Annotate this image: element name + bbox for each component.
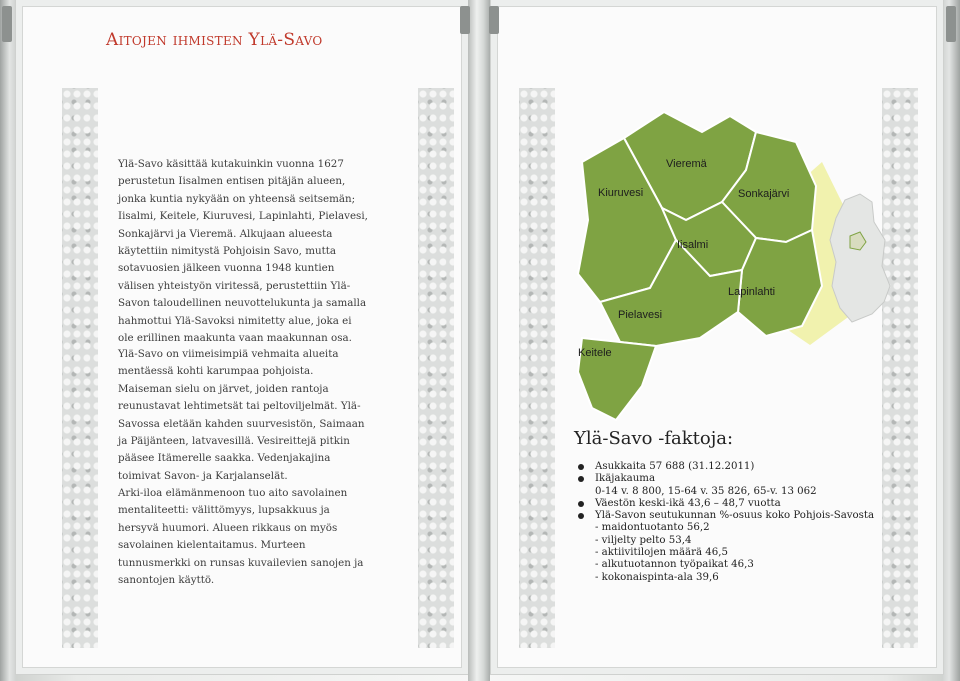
- map-label-sonkajarvi: Sonkajärvi: [738, 188, 790, 200]
- fact-sub-item: - maidontuotanto 56,2: [595, 522, 710, 534]
- mentality-paragraph: Arki-iloa elämänmenoon tuo aito savolainen mentaliteetti: välittömyys, lupsakkuus ja hersyvä huumori. Alueen rikkaus on myös savolainen kielentaitamus. Murteen tunnusmerkki on runsas kuvailevien sanojen ja sanontojen käyttö.: [118, 487, 364, 587]
- landscape-paragraph: Ylä-Savo on viimeisimpiä vehmaita alueita mentäessä kohti karumpaa pohjoista. Maiseman sielu on järvet, joiden rantoja reunustavat lehtimetsät tai peltoviljelmät. Ylä-Savossa eletään kahden suurvesistön, Saimaan ja Päijänteen, latvavesillä. Vesireittejä pitkin pääsee Itämerelle saakka. Vedenjakajina toimivat Savon- ja Karjalanselät.: [118, 348, 365, 482]
- fact-sub-item: - aktiivitilojen määrä 46,5: [595, 547, 728, 559]
- window-frame-left: [0, 0, 16, 681]
- fact-bullet-item: Väestön keski-ikä 43,6 – 48,7 vuotta: [576, 498, 876, 510]
- fact-bullet-item: Asukkaita 57 688 (31.12.2011): [576, 461, 876, 473]
- facts-list: [576, 461, 876, 584]
- hinge-icon: [489, 6, 499, 34]
- hinge-icon: [946, 6, 956, 42]
- window-mullion: [468, 0, 490, 681]
- map-label-lapinlahti: Lapinlahti: [728, 286, 776, 298]
- intro-paragraph: Ylä-Savo käsittää kutakuinkin vuonna 1627 perustetun Iisalmen entisen pitäjän alueen, jonka kuntia nykyään on yhteensä seitsemän; Iisalmi, Keitele, Kiuruvesi, Lapinlahti, Pielavesi, Sonkajärvi ja Vieremä. Alkujaan alueesta käytettiin nimitystä Pohjoisin Savo, mutta sotavuosien jälkeen vuonna 1948 kuntien välisen yhteistyön viritessä, perustettiin Ylä-Savon taloudellinen neuvottelukunta ja samalla hahmottui Ylä-Savoksi nimitetty alue, joka ei ole erillinen maakunta vaan maakunnan osa.: [118, 158, 368, 345]
- lace-curtain-right-inner: [519, 88, 555, 648]
- facts-title: Ylä-Savo -faktoja:: [574, 428, 734, 449]
- fact-bullet-item: Ikäjakauma: [576, 473, 876, 485]
- fact-bullet-item: Ylä-Savon seutukunnan %-osuus koko Pohjois-Savosta: [576, 510, 876, 522]
- lace-curtain-left-inner: [418, 88, 454, 648]
- map-label-kiuruvesi: Kiuruvesi: [598, 187, 644, 199]
- page-title: Aitojen ihmisten Ylä-Savo: [106, 30, 323, 50]
- lace-curtain-left-outer: [62, 88, 98, 648]
- map-label-pielavesi: Pielavesi: [618, 309, 663, 321]
- map-label-iisalmi: Iisalmi: [677, 239, 709, 251]
- map-label-vierema: Vieremä: [666, 158, 707, 170]
- fact-sub-item: - kokonaispinta-ala 39,6: [595, 571, 719, 583]
- region-map: [560, 90, 900, 430]
- fact-sub-item: 0-14 v. 8 800, 15-64 v. 35 826, 65-v. 13 062: [595, 485, 817, 497]
- hinge-icon: [2, 6, 12, 42]
- fact-sub-item: - alkutuotannon työpaikat 46,3: [595, 559, 754, 571]
- map-label-keitele: Keitele: [578, 347, 612, 359]
- hinge-icon: [460, 6, 470, 34]
- fact-sub-item: - viljelty pelto 53,4: [595, 534, 692, 546]
- finland-inset-map: [830, 194, 890, 322]
- window-frame-right: [942, 0, 960, 681]
